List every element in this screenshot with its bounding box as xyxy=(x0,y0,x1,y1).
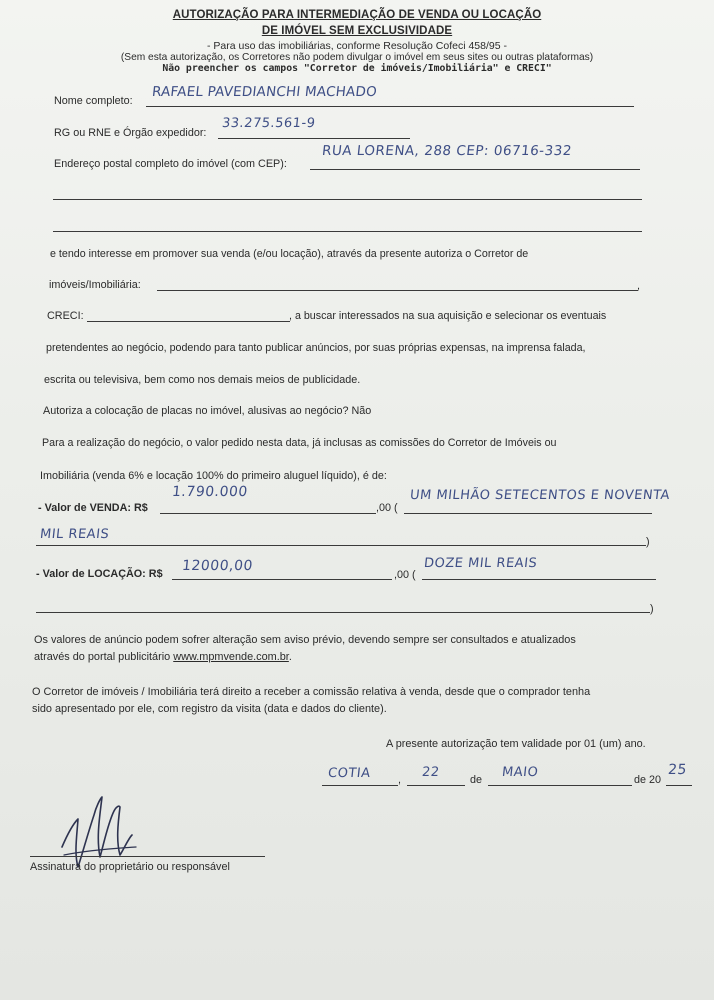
venda-extenso-line-2 xyxy=(36,545,646,546)
endereco-extra-line-1 xyxy=(53,199,642,200)
validade-text: A presente autorização tem validade por 01 (um) ano. xyxy=(386,738,646,750)
locacao-extenso[interactable]: DOZE MIL REAIS xyxy=(423,556,538,571)
signature-line xyxy=(30,856,265,857)
rg-line xyxy=(218,138,410,139)
subtitle-resolution: - Para uso das imobiliárias, conforme Resolução Cofeci 458/95 - xyxy=(207,40,507,52)
nome-value[interactable]: RAFAEL PAVEDIANCHI MACHADO xyxy=(151,84,378,100)
comissao-line-2: sido apresentado por ele, com registro da visita (data e dados do cliente). xyxy=(32,703,387,715)
locacao-cents: ,00 ( xyxy=(394,569,416,581)
rg-label: RG ou RNE e Órgão expedidor: xyxy=(54,127,207,139)
subtitle-warning: (Sem esta autorização, os Corretores não podem divulgar o imóvel em seus sites ou outras plataformas) xyxy=(120,52,594,63)
nome-line xyxy=(146,106,634,107)
de-label-2: de 20 xyxy=(634,774,662,786)
anuncio-text: através do portal publicitário xyxy=(34,651,174,663)
venda-value[interactable]: 1.790.000 xyxy=(171,484,249,500)
paragraph-comissoes: Imobiliária (venda 6% e locação 100% do primeiro aluguel líquido), é de: xyxy=(40,470,387,482)
subtitle-instruction: Não preencher os campos "Corretor de imóveis/Imobiliária" e CRECI" xyxy=(162,63,552,74)
comissao-line-1: O Corretor de imóveis / Imobiliária terá direito a receber a comissão relativa à venda, desde que o comprador tenha xyxy=(32,686,591,698)
date-comma: , xyxy=(398,774,401,786)
creci-label: CRECI: xyxy=(47,310,84,322)
endereco-value[interactable]: RUA LORENA, 288 CEP: 06716-332 xyxy=(321,143,573,159)
venda-extenso-1[interactable]: UM MILHÃO SETECENTOS E NOVENTA xyxy=(409,488,671,503)
creci-text: , a buscar interessados na sua aquisição e selecionar os eventuais xyxy=(289,310,607,322)
cidade-line xyxy=(322,785,398,786)
paragraph-publicidade: escrita ou televisiva, bem como nos demais meios de publicidade. xyxy=(44,374,361,386)
anuncio-period: . xyxy=(288,651,292,663)
de-label-1: de xyxy=(470,774,483,786)
venda-close-paren: ) xyxy=(646,536,650,548)
endereco-label: Endereço postal completo do imóvel (com CEP): xyxy=(54,158,287,170)
imobiliaria-label: imóveis/Imobiliária: xyxy=(49,279,141,291)
portal-link[interactable]: www.mpmvende.com.br xyxy=(173,651,289,663)
mes-line xyxy=(488,785,632,786)
venda-cents: ,00 ( xyxy=(376,502,398,514)
dia-value[interactable]: 22 xyxy=(421,765,441,780)
locacao-value[interactable]: 12000,00 xyxy=(181,558,254,574)
anuncio-line-2 xyxy=(34,651,292,663)
locacao-extenso-line-2 xyxy=(36,612,650,613)
nome-label: Nome completo: xyxy=(54,95,133,107)
dia-line xyxy=(407,785,465,786)
anuncio-line-1: Os valores de anúncio podem sofrer alteração sem aviso prévio, devendo sempre ser consultados e atualizados xyxy=(34,634,576,646)
ano-line xyxy=(666,785,692,786)
locacao-extenso-line xyxy=(422,579,656,580)
title-line-1: AUTORIZAÇÃO PARA INTERMEDIAÇÃO DE VENDA OU LOCAÇÃO xyxy=(172,9,542,21)
paragraph-interesse: e tendo interesse em promover sua venda (e/ou locação), através da presente autoriza o Corretor de xyxy=(50,248,529,260)
paragraph-pretendentes: pretendentes ao negócio, podendo para tanto publicar anúncios, por suas próprias expensas, na imprensa falada, xyxy=(46,342,586,354)
imobiliaria-comma: , xyxy=(637,280,640,292)
mes-value[interactable]: MAIO xyxy=(501,765,539,780)
venda-extenso-line xyxy=(404,513,652,514)
venda-line xyxy=(160,513,376,514)
venda-label: - Valor de VENDA: R$ xyxy=(38,502,148,514)
paragraph-placas: Autoriza a colocação de placas no imóvel, alusivas ao negócio? Não xyxy=(43,405,372,417)
endereco-extra-line-2 xyxy=(53,231,642,232)
endereco-line xyxy=(310,169,640,170)
title-line-2: DE IMÓVEL SEM EXCLUSIVIDADE xyxy=(261,25,453,37)
creci-line[interactable] xyxy=(87,321,290,322)
venda-extenso-2[interactable]: MIL REAIS xyxy=(39,527,110,542)
cidade-value[interactable]: COTIA xyxy=(327,766,372,781)
signature-label: Assinatura do proprietário ou responsável xyxy=(30,861,230,873)
ano-value[interactable]: 25 xyxy=(667,762,688,778)
paragraph-valor: Para a realização do negócio, o valor pedido nesta data, já inclusas as comissões do Corretor de Imóveis ou xyxy=(42,437,557,449)
locacao-close-paren: ) xyxy=(650,603,654,615)
locacao-label: - Valor de LOCAÇÃO: R$ xyxy=(36,568,163,580)
locacao-line xyxy=(172,579,392,580)
rg-value[interactable]: 33.275.561-9 xyxy=(221,116,317,131)
imobiliaria-line[interactable] xyxy=(157,290,638,291)
